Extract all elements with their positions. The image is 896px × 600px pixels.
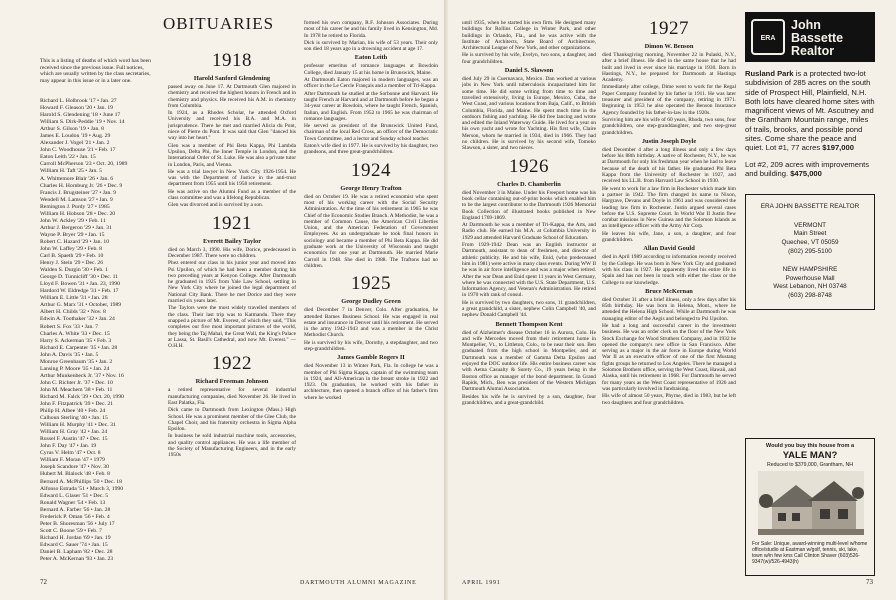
class-year-heading: 1922 xyxy=(212,353,252,375)
death-entry: William S. Dirk-Peddie '19 • Nov. 14 xyxy=(40,119,125,126)
house-illustration xyxy=(758,471,864,535)
death-entry: George D. Tunnicliff '30 • Dec. 11 xyxy=(40,274,119,281)
obituary-paragraph: until 1935, when he started his own firm. He designed many buildings for Rollins College in Winter Park, and other buildings in Orlando, Fla., and he was active with the Institute of Architects, State Board of Architecture, Architectural League of New York, and other organizations. xyxy=(462,20,596,52)
property-name: Rusland Park xyxy=(745,69,794,78)
death-entry: William H. Murphy '41 • Dec. 31 xyxy=(40,422,116,429)
class-year-heading: 1921 xyxy=(212,212,252,234)
class-year-heading: 1918 xyxy=(212,50,252,71)
realtor-ad-header xyxy=(745,12,875,62)
obituary-paragraph: He had a long and successful career in the investment business. He was an order clerk on the floor of the New York Stock Exchange for Wood Struthers Company, and in 1932 he opened the company's new office in San Francisco. After serving as a major in the air force in Europe during World War II as an executive officer of one of the first Mustang fights groups he returned to Los Angeles. There he managed a Solomon Brothers office, serving the West Coast, Hawaii, and Alaska, until his retirement in 1968. For Dartmouth he served for many years as the West Coast representative of 1926 and was particularly involved in fundraising. xyxy=(602,322,736,392)
death-entry: Cyrus V. Helm '47 • Oct. 8 xyxy=(40,450,101,457)
death-entry: Carl B. Spaeth '29 • Feb. 10 xyxy=(40,253,104,260)
property-text: is a protected two-lot subdivision of 285 acres on the south side of Prospect Hill, Plainfield, N.H. Both lots have cleared home sites with magnificent views of Mt. Ascutney and the Grantham Mountain range, miles of trails, brooks, and possible pond sites. Come share the peace and quiet. Lot #1, 77 acres xyxy=(745,69,875,153)
obituary-column-3 xyxy=(304,20,438,574)
obituary-name: Richard Freeman Johnson xyxy=(195,378,269,386)
death-entry: Joseph Scandore '47 • Nov. 30 xyxy=(40,464,109,471)
death-entry: Frederick P. Oman '56 • Feb. 4 xyxy=(40,513,110,520)
nh-state: NEW HAMPSHIRE xyxy=(782,266,838,274)
death-entry: William H. Taft '25 • Jan. 5 xyxy=(40,168,102,175)
death-entry: Arthur J. Bergeron '29 • Jan. 31 xyxy=(40,224,112,231)
class-year-heading: 1926 xyxy=(509,155,549,177)
obituary-name: Charles D. Chamberlin xyxy=(497,180,561,188)
vt-street: Main Street xyxy=(793,230,827,238)
obituary-paragraph: died on March 3, 1990. His wife, Dorice, predeceased in December 1987. There were no children. xyxy=(168,246,296,259)
obituary-name: Justin Joseph Doyle xyxy=(641,137,697,145)
death-entry: Bernard A. Farber '56 • Jan. 28 xyxy=(40,506,111,513)
death-entry: John C. Woodhouse '21 • Feb. 17 xyxy=(40,147,116,154)
death-entry: Charles H. Hornburg Jr. '26 • Dec. 9 xyxy=(40,182,123,189)
obituary-paragraph: died in April 1989 according to information recently received by the College. He was born in New York City and graduated with his class in 1927. He apparently lived his entire life in Spain and has not been in touch with either the class or the College to our knowledge. xyxy=(602,254,736,286)
death-entry: William E. Little '31 • Jan. 28 xyxy=(40,295,108,302)
lot2-description xyxy=(745,160,875,179)
death-entry: A. Whittemore Blair '26 • Jan. 6 xyxy=(40,175,114,182)
death-entry: William F. Moran '47 • 1979 xyxy=(40,457,105,464)
death-entry: John F. Day '47 • Jan. 19 xyxy=(40,443,97,450)
intro-text: This is a listing of deaths of which word has been received since the previous issue. Full notices, which are usually written by the class secretaries, may appear in this issue or in a later one. xyxy=(40,58,151,84)
obituary-paragraph: died November 3 in Maine. Under his Freeport home was his book cellar containing out-of-print books which enabled him to be the largest contributor to the Dartmouth 1926 Memorial Book Collection of illustrated books published in New England 1769-1869. xyxy=(462,189,596,221)
obituary-paragraph: died of Alzheimer's disease October 16 in Aurora, Colo. He and wife Mercedes moved from their retirement home in Montpelier, Vt., to Littleton, Colo., to be near their son. Ben graduated from the high school in Montpelier, and at Dartmouth was a member of Gamma Delta Epsilon and enjoyed the DOC outdoor life. His entire business career was with Aetna Casualty & Surety Co., 19 years being in the Boston office as manager of the bond department. In Grand Rapids, Mich., Ben was president of the Western Michigan Dartmouth Alumni Association. xyxy=(462,329,596,393)
death-entry: Peter A. McKernan '93 • Jan. 23 xyxy=(40,556,114,563)
death-entry: Richard L. Holbrook '17 • Jan. 27 xyxy=(40,98,117,104)
death-entry: Henry J. Stein '29 • Dec. 26 xyxy=(40,260,104,267)
yale-ad-headline: YALE MAN? xyxy=(782,450,838,461)
nh-street: Powerhouse Mall xyxy=(785,274,835,282)
obituary-paragraph: Dick is survived by Marian, his wife of 53 years. Their only son died 18 years ago in a drowning accident at age 17. xyxy=(304,39,438,53)
class-year-heading: 1927 xyxy=(649,18,689,39)
obituary-paragraph: Glen was a member of Phi Beta Kappa, Phi Lambda Upsilon, Delta Phi, the Inner Temple in London, and the International Order of St. Luke. He was also a private tutor in London, Paris, and Vienna. xyxy=(168,142,296,168)
obituary-paragraph: died on October 19. He was a retired economist who spent most of his working career with the Social Security Administration. At the time of his retirement in 1965 he was Chief of the Economic Studies Branch. A Methodist, he was a member of Common Cause, the American Civil Liberties Union, and the American Federation of Government Employees. As an undergraduate he took final honors in sociology and became a member of Phi Beta Kappa. He did graduate work at the University of Wisconsin and taught economics for one year at Dartmouth. He married Marie Carroll in 1948. She died in 1988. The Traftons had no children. xyxy=(304,193,438,269)
page-title: OBITUARIES xyxy=(163,14,275,33)
death-entry: John A. Davis '35 • Jan. 5 xyxy=(40,351,99,358)
death-entry: Richard H. Jordan '69 • Jan. 19 xyxy=(40,534,111,541)
realtor-brand xyxy=(791,19,843,58)
obituary-paragraph: He was active on the Alumni Fund as a member of the class committee and was a lifelong Republican. xyxy=(168,188,296,202)
obituary-name: George Henry Trafton xyxy=(340,184,402,192)
death-entry: Charles A. White '33 • Dec. 15 xyxy=(40,330,110,337)
obituary-name: Daniel S. Slawson xyxy=(504,67,554,75)
obituary-paragraph: After Dartmouth he studied at the Sorbonne and Harvard. He taught French at Harvard and at Dartmouth before he began a 34-year career at Bowdoin, where he taught French, Spanish, Italian, and English. From 1952 to 1965 he was chairman of romance languages. xyxy=(304,90,438,122)
lot2-price: $475,000 xyxy=(790,168,822,178)
death-entry: Alexander J. Vogel '21 • Jan. 2 xyxy=(40,140,110,147)
page-number-left: 72 xyxy=(40,578,47,586)
nh-city: West Lebanon, NH 03748 xyxy=(773,283,847,291)
death-entry: Edward C. Sauer '74 • Jan. 15 xyxy=(40,541,108,548)
death-entry: Alfonso Estrada '51 • March 3, 1990 xyxy=(40,485,124,492)
death-entry: Scott C. Boone '59 • Feb. 7 xyxy=(40,527,102,534)
death-entry: Edward L. Glaser '51 • Dec. 5 xyxy=(40,492,109,499)
obituary-name: Bruce McKernan xyxy=(645,287,693,295)
death-entry: Lansing P. Moore '35 • Jan. 24 xyxy=(40,365,110,372)
death-entry: Bernard A. McPhillips '50 • Dec. 18 xyxy=(40,478,122,485)
office-name: ERA JOHN BASSETTE REALTOR xyxy=(760,203,860,211)
era-logo: ERA xyxy=(751,19,785,55)
obituary-name: Dimon W. Benson xyxy=(644,43,694,50)
obituary-paragraph: He served as president of the Brunswick United Fund, chairman of the local Red Cross, an officer of the Democratic Town Committee, and a lector and Sunday school teacher. xyxy=(304,123,438,142)
obituary-paragraph: The Taylors were the most widely travelled members of the class. Their last trip was to Katmandu. There they snapped a picture of Mt. Everest, of which they said, "This completes our five most important pictures of the world, they being the Taj Mahal, the Great Wall, the King's Palace at Lassa, St. Basil's Cathedral, and now Mt. Everest." —O.H.H. xyxy=(168,305,296,350)
obituary-paragraph: Immediately after college, Dime went to work for the Regal Paper Company founded by his father in 1911. He was later treasurer and president of the company, retiring in 1971. Beginning in 1953 he also operated the Benson Insurance Agency founded by his father-in-law in the 1920s. xyxy=(602,84,736,116)
death-entry: John W. Laffey '29 • Feb. 8 xyxy=(40,245,102,252)
death-entry: Wendell M. Lamson '27 • Jan. 9 xyxy=(40,196,113,203)
obituary-paragraph: He was a trial lawyer in New York City 1926-1954. He was with the Department of Justice in the anti-trust department from 1955 until his 1958 retirement. xyxy=(168,168,296,188)
death-entry: Hardord W. Eldredge '31 • Feb. 17 xyxy=(40,288,119,295)
death-entry: Harold S. Glendening '18 • June 17 xyxy=(40,112,121,119)
death-entry: James E. Loudon '19 • Aug. 29 xyxy=(40,133,111,140)
death-entry: John F. Fitzpatrick '39 • Dec. 21 xyxy=(40,401,114,408)
obituary-paragraph: Glen was divorced and is survived by a son. xyxy=(168,202,264,209)
death-entry: Arthur S. Gilson '19 • Jan. 8 xyxy=(40,126,104,133)
death-entry: Wayne P. Bryer '29 • Jan. 15 xyxy=(40,231,105,238)
death-entry: Edwin A. Toothaker '32 • Jan. 24 xyxy=(40,316,115,323)
death-entry: Philip H. Albee '40 • Feb. 24 xyxy=(40,408,106,415)
obituary-name: Harold Sanford Glendening xyxy=(193,75,271,82)
obituary-paragraph: Dick came to Dartmouth from Lexington (Mass.) High School. He was a prominent member of the Glee Club, the Chapel Choir, and his fraternity orchestra in Sigma Alpha Epsilon. xyxy=(168,407,296,433)
obituary-paragraph: He leaves his wife, Jane, a son, a daughter, and four grandchildren. xyxy=(602,230,736,244)
deaths-list xyxy=(40,98,156,563)
yale-ad-question: Would you buy this house from a xyxy=(765,443,855,449)
death-entry: Remington J. Purdy '27 • 1985 xyxy=(40,203,110,210)
obituary-paragraph: died November 13 in Winter Park, Fla. In college he was a member of Phi Sigma Kappa, captain of the swimming team in 1924, and All-American in the breast stroke in 1922 and 1923. On graduation, he worked with his father in architecture, then opened a branch office of his father's firm where he worked xyxy=(304,363,438,401)
death-entry: Albert H. Childs '32 • Nov. 8 xyxy=(40,309,106,316)
obituary-paragraph: Phez entered our class in his junior year and moved into Psi Upsilon, of which he had been a member during his two preceding years at Kenyon College. After Dartmouth he graduated in 1925 from Yale Law School, settling in New York City where he joined the legal department of National City Bank. There he met Dorice and they were married six years later. xyxy=(168,260,296,305)
death-entry: Hubert M. Blalock '48 • Feb. 8 xyxy=(40,471,110,478)
obituary-name: Allan David Gould xyxy=(643,245,695,253)
death-entry: Robert S. Fox '33 • Jan. 7 xyxy=(40,323,98,330)
realtor-ad xyxy=(745,12,875,310)
vt-state: VERMONT xyxy=(794,221,826,229)
death-entry: Walden S. Durgin '30 • Feb. 1 xyxy=(40,267,108,274)
yale-house-ad xyxy=(745,438,875,576)
death-entry: Richard M. Falck '39 • Oct. 20, 1990 xyxy=(40,393,124,400)
obituary-paragraph: At Dartmouth Eaton majored in modern languages, was an officer in the Le Cercle Français and a member of Tri-Kappa. xyxy=(304,77,438,90)
nh-phone: (603) 298-8748 xyxy=(788,292,832,300)
obituary-paragraph: died December 7 in Denver, Colo. After graduation, he attended Barnes Business School. He was engaged in real estate and insurance in Denver until his retirement. He served in the army 1942-1943 and was a member in the Christ Methodist Church. xyxy=(304,307,438,339)
obituary-paragraph: His wife of almost 50 years, Phyrne, died in 1983, but he left two daughters and four grandchildren. xyxy=(602,393,736,406)
obituary-paragraph: Eaton's wife died in 1977. He is survived by his daughter, two grandsons, and three great-grandchildren. xyxy=(304,143,438,156)
brand-line-1: John xyxy=(791,18,821,32)
death-entry: Calhoun Sterling '40 • Jan. 15 xyxy=(40,415,108,422)
death-entry: Arthur G. Marx '31 • October, 1989 xyxy=(40,302,122,309)
death-entry: Richard E. Carpenter '35 • Jan. 28 xyxy=(40,344,118,351)
brand-line-2: Bassette xyxy=(791,31,844,45)
obituary-name: James Gamble Rogers II xyxy=(337,354,405,362)
obituary-paragraph: died Thanksgiving morning, November 22 in Pulaski, N.Y., after a brief illness. He died in the same house that he had built and lived in ever since his marriage in 1930. Born in Hastings, N.Y., he prepared for Dartmouth at Hastings Academy. xyxy=(602,52,736,84)
death-entry: Carroll McPherson '23 • Oct. 20, 1989 xyxy=(40,161,128,168)
obituary-paragraph: Surviving him are his wife of 60 years, Rhoda, two sons, four grandchildren, one step-granddaughter, and two step-great grandchildren. xyxy=(602,116,736,136)
page-number-right: 73 xyxy=(866,578,873,586)
death-entry: William H. Hobson '28 • Dec. 20 xyxy=(40,210,116,217)
death-entry: John W. Ackley '29 • Feb. 11 xyxy=(40,217,106,224)
obituary-paragraph: He is survived by his wife, Evelyn, two sons, a daughter, and four grandchildren. xyxy=(462,52,596,65)
obituary-paragraph: died October 31 after a brief illness, only a few days after his 85th birthday. He was born in Helena, Mont., where he attended the Helena High School. While at Dartmouth he was managing editor of the Aegis and belonged to Psi Upsilon. xyxy=(602,296,736,322)
obituary-paragraph: professor emeritus of romance languages at Bowdoin College, died January 15 at his home in Brunswick, Maine. xyxy=(304,63,438,76)
obituary-paragraph: passed away on June 17. At Dartmouth Glen majored in chemistry and received the highest honors in French and in chemistry and physics. He received his A.M. in chemistry from Columbia. xyxy=(168,84,296,109)
obituary-column-5 xyxy=(602,14,736,576)
death-entry: Monroe Greenbaum '35 • Jan. 2 xyxy=(40,358,113,365)
yale-ad-footer: For Sale: Unique, award-winning multi-level w/home office/studio at Eastman w/golf, tennis, ski, lake, town w/in few kms Call Clinton Shaver (603)526-9347(w)/526-4943(h) xyxy=(752,541,868,566)
yale-ad-price: Reduced to $379,000, Grantham, NH xyxy=(767,462,853,468)
obituary-paragraph: He is survived by his wife, Dorothy, a stepdaughter, and two step-grandchildren. xyxy=(304,339,438,352)
obituary-paragraph: He went to work for a law firm in Rochester which made him a partner in 1942. The firm changed its name to Nixon, Hargrave, Devans and Doyle in 1961 and was considered the leading law firm in Rochester. Justin argued several cases before the U.S. Supreme Court. In World War II Justin flew combat missions in New Guinea and the Solomon Islands as an intelligence officer with the Army Air Corp. xyxy=(602,185,736,230)
death-entry: William H. Gray '42 • Jan. 24 xyxy=(40,429,108,436)
obituary-name: Bennett Thompson Kent xyxy=(495,320,563,328)
obituary-name: Eaton Leith xyxy=(354,54,388,62)
obituary-name: Everett Bailey Taylor xyxy=(202,237,262,245)
obituary-paragraph: In 1924, as a Rhodes Scholar, he attended Oxford University and received his B.A. and M.A. in jurisprudence. There he met and married Alicia du Pont, niece of Pierre du Pont. It was said that Glen "danced his way into her heart." xyxy=(168,110,296,142)
lot2-text: Lot #2, 209 acres with improvements and building. xyxy=(745,159,870,178)
obituary-paragraph: In business he sold industrial machine tools, accessories, and quality control appliances. He was a life member of the Society of Manufacturing Engineers, and in the early 1950s xyxy=(168,433,296,459)
obituary-paragraph: formed his own company, R.F. Johnson Associates. During most of his career he and his family lived in Kensington, Md. In 1978 he retired to Florida. xyxy=(304,20,438,39)
class-year-heading: 1925 xyxy=(351,273,391,295)
death-entry: Eaton Leith '22 • Jan. 15 xyxy=(40,154,96,161)
death-entry: John C. Richter Jr. '37 • Dec. 10 xyxy=(40,379,113,386)
obituary-name: George Dudley Green xyxy=(341,298,401,306)
death-entry: Ronald Wagner '54 • Feb. 13 xyxy=(40,499,106,506)
obituary-paragraph: From 1929-1942 Dean was an English instructor at Dartmouth, assistant to dean of freshmen, and director of athletic publicity. He and his wife, Enid, (who predeceased him in 1981) were active in many class events. During WW II he was in air force intelligence and was a major when retired. After the war Dean and Enid spent 11 years in West Germany, where he was connected with the U.S. State Department, U.S. Information Agency, and Veteran's Administration. He retired in 1970 with rank of consul. xyxy=(462,242,596,299)
death-entry: Harry S. Ackerman '35 • Feb. 3 xyxy=(40,337,112,344)
property-description xyxy=(745,69,875,153)
issue-date: APRIL 1991 xyxy=(462,580,501,586)
death-entry: Robert C. Hazard '29 • Jan. 10 xyxy=(40,238,110,245)
obituary-paragraph: died July 29 in Cuernavaca, Mexico. Dan worked at various jobs in New York until tuberculosis incapacitated him for some time. He did some writing from time to time and travelled extensively, living in Europe, Mexico, Cuba, the West Coast, and various locations from Baja, Calif., to British Columbia, Florida, and Maine. He spent much time in the outdoors fishing and yachting. He did free lancing and wrote and edited the Inland Waterway Guide. He lived for a year on his own yacht and wrote for Yachting. His first wife, Claire Merson, whom he married in 1934, died in 1966. They had no children. He is survived by his second wife, Tomoko Slawson, a sister, and two nieces. xyxy=(462,76,596,152)
vt-phone: (802) 295-5100 xyxy=(788,247,832,255)
obituary-column-2 xyxy=(168,46,296,574)
obituary-paragraph: a retired representative for several industrial manufacturing companies, died November 26. He lived in East Palatka, Fla. xyxy=(168,387,296,406)
death-entry: Howard F. Gleason '20 • Jan. 19 xyxy=(40,105,114,112)
class-year-heading: 1924 xyxy=(351,159,391,181)
death-entry: Russel F. Austin '47 • Dec. 15 xyxy=(40,436,108,443)
obituary-paragraph: died December 4 after a long illness and only a few days before his 88th birthday. A native of Rochester, N.Y., he was at Dartmouth for only his freshman year when he had to leave because of the death of his father. He graduated Phi Beta Kappa from the University of Rochester in 1927, and received his LL.B. from Harvard Law School in 1930. xyxy=(602,146,736,185)
death-entry: Arthur Munkenbeck Jr. '37 • Nov. 16 xyxy=(40,372,124,379)
death-entry: John M. Meachem '38 • Feb. 11 xyxy=(40,386,113,393)
obituary-column-4 xyxy=(462,20,596,574)
vt-city: Quechee, VT 05059 xyxy=(781,239,839,247)
obituary-paragraph: At Dartmouth he was a member of Tri-Kappa, the Arts, and Radio club. He earned his M.A. at Columbia University in 1929 and attended Harvard Graduate School of Education. xyxy=(462,222,596,241)
realtor-contact-box xyxy=(745,194,875,309)
lot1-price: $197,000 xyxy=(822,143,854,153)
brand-line-3: Realtor xyxy=(791,44,835,58)
obituary-paragraph: He is survived by two daughters, two sons, 11 grandchildren, a great grandchild, a sister, nephew Colin Campbell '40, and nephew Donald Campbell '44. xyxy=(462,299,596,319)
magazine-footer: DARTMOUTH ALUMNI MAGAZINE xyxy=(300,580,417,586)
death-entry: Daniel B. Lapham '82 • Dec. 28 xyxy=(40,549,113,555)
death-entry: Lloyd F. Bowen '31 • Jan. 23, 1990 xyxy=(40,281,120,288)
obituary-paragraph: Besides his wife he is survived by a son, daughter, four grandchildren, and a great-grandchild. xyxy=(462,393,596,406)
death-entry: Francis J. Brugsteiner '27 • Jan. 9 xyxy=(40,189,116,196)
death-entry: Peter B. Shoresman '56 • July 17 xyxy=(40,520,115,527)
